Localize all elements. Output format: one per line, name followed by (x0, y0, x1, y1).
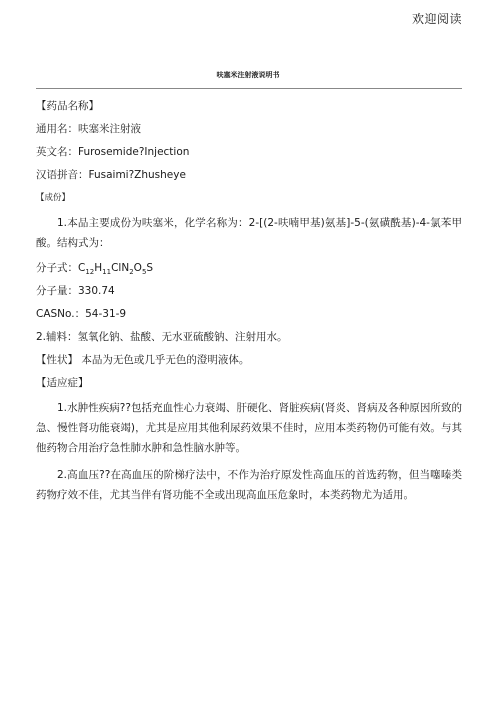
molecular-formula: 分子式：$C_{12}H_{11}ClN_2O_5S$ (36, 262, 154, 277)
indication-edema: 1.水肿性疾病??包括充血性心力衰竭、肝硬化、肾脏疾病(肾炎、肾病及各种原因所致的急、慢性肾功能衰竭)，尤其是应用其他利尿药效果不佳时，应用本类药物仍可能有效。与其他药物合用治疗急性肺水肿和急性脑水肿等。 (36, 402, 462, 454)
document-title: 呋塞米注射液说明书 (216, 71, 280, 79)
molecular-weight: 分子量：330.74 (36, 285, 115, 297)
cas-number: CASNo.：54-31-9 (36, 308, 127, 320)
formula-label: 分子式： (36, 262, 78, 274)
composition-paragraph: 1.本品主要成份为呋塞米，化学名称为：2-[(2-呋喃甲基)氨基]-5-(氨磺酰基)-4-氯苯甲酸。结构式为： (36, 217, 462, 249)
indication-hypertension: 2.高血压??在高血压的阶梯疗法中，不作为治疗原发性高血压的首选药物，但当噻嗪类药物疗效不佳，尤其当伴有肾功能不全或出现高血压危象时，本类药物尤为适用。 (36, 469, 462, 501)
welcome-header: 欢迎阅读 (411, 12, 462, 26)
pinyin-name: 汉语拼音：Fusaimi?Zhusheye (36, 169, 186, 181)
document-body (36, 98, 462, 505)
character-description: 【性状】 本品为无色或几乎无色的澄明液体。 (36, 354, 250, 366)
section-heading-composition: 【成份】 (36, 193, 71, 203)
title-divider (36, 88, 462, 89)
section-heading-indications: 【适应症】 (36, 377, 89, 389)
english-name: 英文名：Furosemide?Injection (36, 146, 190, 158)
generic-name: 通用名：呋塞米注射液 (36, 123, 141, 135)
section-heading-drug-name: 【药品名称】 (36, 100, 99, 112)
excipients: 2.辅料：氢氧化钠、盐酸、无水亚硫酸钠、注射用水。 (36, 331, 288, 343)
